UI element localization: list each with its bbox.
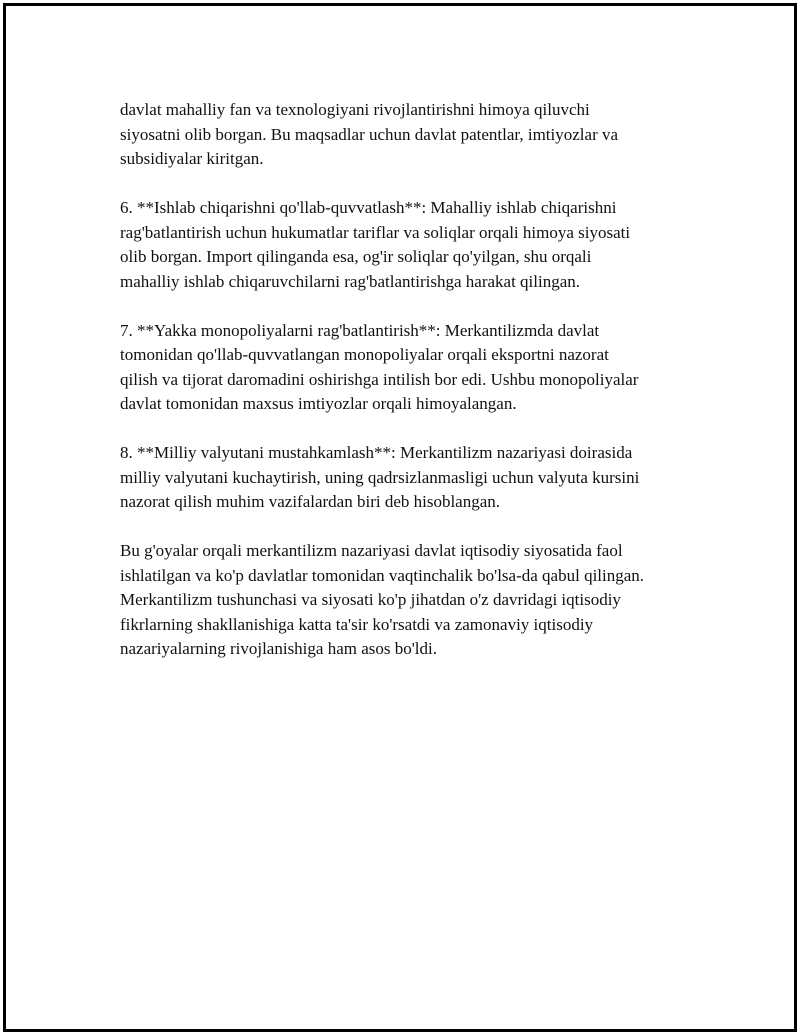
page-frame xyxy=(3,3,797,1032)
paragraph-item-7: 7. **Yakka monopoliyalarni rag'batlantirish**: Merkantilizmda davlat tomonidan qo'llab-quvvatlangan monopoliyalar orqali eksportni nazorat qilish va tijorat daromadini oshirishga intilish bor edi. Ushbu monopoliyalar davlat tomonidan maxsus imtiyozlar orqali himoyalangan. xyxy=(120,320,639,413)
paragraph-intro-continuation: davlat mahalliy fan va texnologiyani rivojlantirishni himoya qiluvchi siyosatni olib borgan. Bu maqsadlar uchun davlat patentlar, imtiyozlar va subsidiyalar kiritgan. xyxy=(120,100,619,168)
document-body xyxy=(120,98,700,686)
paragraph-item-8: 8. **Milliy valyutani mustahkamlash**: Merkantilizm nazariyasi doirasida milliy valyutani kuchaytirish, uning qadrsizlanmasligi uchun valyuta kursini nazorat qilish muhim vazifalardan biri deb hisoblangan. xyxy=(120,443,640,511)
paragraph-item-6: 6. **Ishlab chiqarishni qo'llab-quvvatlash**: Mahalliy ishlab chiqarishni rag'batlantirish uchun hukumatlar tariflar va soliqlar orqali himoya siyosati olib borgan. Import qilinganda esa, og'ir soliqlar qo'yilgan, shu orqali mahalliy ishlab chiqaruvchilarni rag'batlantirishga harakat qilingan. xyxy=(120,198,631,291)
paragraph-conclusion: Bu g'oyalar orqali merkantilizm nazariyasi davlat iqtisodiy siyosatida faol ishlatilgan va ko'p davlatlar tomonidan vaqtinchalik bo'lsa-da qabul qilingan. Merkantilizm tushunchasi va siyosati ko'p jihatdan o'z davridagi iqtisodiy fikrlarning shakllanishiga katta ta'sir ko'rsatdi va zamonaviy iqtisodiy nazariyalarning rivojlanishiga ham asos bo'ldi. xyxy=(120,541,645,658)
